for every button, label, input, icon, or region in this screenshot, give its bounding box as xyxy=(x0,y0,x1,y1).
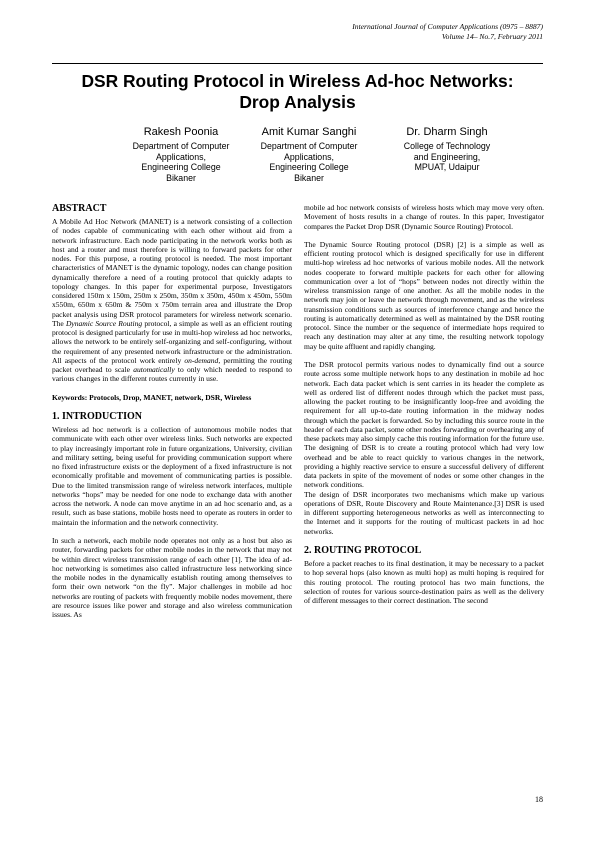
abstract-text-a: A Mobile Ad Hoc Network (MANET) is a network consisting of a collection of nodes capable of communicating with each other without aid from a network infrastructure. Each node participating in the network works both as host and a router and must therefore is willing to forward packets for other nodes. For this purpose, a routing protocol is needed. The most important characteristics of MANET is the dynamic topology, nodes can change position dynamically therefore a need of a routing protocol that quickly adapts to topology changes. In this paper for experimental purpose, Investigators considered 150m x 150m, 250m x 250m, 350m x 350m, 450m x 450m, 550m x550m, 650m x 650m & 750m x 750m terrain area and illustrate the Drop packet analysis using DSR protocol parameters for wireless network scenario. The xyxy=(52,217,292,328)
abstract-text-em: Dynamic Source Routing xyxy=(65,318,143,328)
paper-title xyxy=(40,71,555,112)
abstract-text-em: automatically xyxy=(133,365,175,374)
aff-line: Department of Computer xyxy=(260,141,358,151)
author-name: Rakesh Poonia xyxy=(143,126,219,138)
author-3 xyxy=(372,126,522,173)
journal-volume: Volume 14– No.7, February 2011 xyxy=(441,31,543,41)
abstract-text-b: protocol, a simple as well as an efficient routing protocol is designed particularly for use in multi-hop wireless ad hoc networks, allows the network to be entirely self-organizing and self-configuring, without the requirement of any presented network infrastructure or the administration. All aspects of the protocol work entirely xyxy=(52,318,293,365)
abstract-heading: ABSTRACT xyxy=(52,203,107,214)
author-name: Dr. Dharm Singh xyxy=(406,126,488,138)
left-column xyxy=(52,203,292,619)
right-paragraph-4: The designing of DSR is to create a routing protocol which had very low overhead and be able to react quickly to various changes in the network, providing a highly reactive service to ensure a successful delivery of different data packets in spite of the movement of nodes or some other changes in the network conditions. xyxy=(304,443,544,490)
title-line-1: DSR Routing Protocol in Wireless Ad-hoc Networks: xyxy=(81,71,514,91)
aff-line: Department of Computer xyxy=(132,141,230,151)
aff-line: MPUAT, Udaipur xyxy=(414,162,480,172)
abstract-text-c: , permitting the routing packet overhead to scale xyxy=(52,355,292,374)
aff-line: Bikaner xyxy=(166,172,196,183)
right-paragraph-5: The design of DSR incorporates two mechanisms which make up various operations of DSR, Route Discovery and Route Maintenance.[3] DSR is used in different supporting heterogeneous networks as well as interconnecting to the Internet and it supports for the routing of multicast packets in ad hoc networks. xyxy=(304,489,544,536)
aff-line: Engineering College xyxy=(269,162,349,172)
routing-protocol-heading: 2. ROUTING PROTOCOL xyxy=(304,545,422,557)
title-line-2: Drop Analysis xyxy=(239,91,356,112)
aff-line: College of Technology xyxy=(403,141,491,151)
author-name: Amit Kumar Sanghi xyxy=(261,126,357,138)
intro-paragraph-2: In such a network, each mobile node operates not only as a host but also as router, forwarding packets for other mobile nodes in the network that may not be within direct wireless transmission range of each other [1]. The idea of ad-hoc networking is sometimes also called infrastructure less networking since the mobile nodes in the dynamically establish routing among themselves to form their own network “on the fly”. Major challenges in mobile ad hoc networks are routing of packets with frequently mobile nodes movement, there are resource issues like power and storage and also wireless communication issues. As xyxy=(52,536,292,620)
author-2 xyxy=(234,126,384,183)
journal-name: International Journal of Computer Applications (0975 – 8887) xyxy=(352,22,543,31)
right-paragraph-1: mobile ad hoc network consists of wireless hosts which may move very often. Movement of hosts results in a change of routes. In this paper, Investigator compares the Packet Drop DSR (Dynamic Source Routing) Protocol. xyxy=(304,203,544,231)
aff-line: Applications, xyxy=(284,151,334,162)
header-rule xyxy=(52,63,543,64)
author-affiliation xyxy=(234,141,384,183)
author-affiliation xyxy=(372,141,522,173)
abstract-text-em: on-demand xyxy=(184,355,219,365)
keywords: Keywords: Protocols, Drop, MANET, network, DSR, Wireless xyxy=(52,392,252,402)
right-paragraph-2: The Dynamic Source Routing protocol (DSR) [2] is a simple as well as efficient routing protocol which is designed specifically for use in different multi-hop wireless ad hoc networks of various mobile nodes. All the network nodes cooperate to forward multiple packets for each other for allowing communication over a lot of “hops” between nodes not directly within the wireless transmission range of one another. As all the mobile nodes in the network may join or leave the network through movement, and as the wireless transmission conditions such as sources of interference change and hence the routing is automatically determined as well as maintained by the DSR routing protocol. Since the number or the sequence of intermediate hops required to reach any destination may alter at any time, the resulting network topology may be quite affluent and rapidly changing. xyxy=(304,239,544,351)
abstract-text-d: to only which needed to respond to various changes in the different routes currently in use. xyxy=(52,365,292,384)
page-number: 18 xyxy=(535,795,543,804)
aff-line: Bikaner xyxy=(294,172,324,183)
right-column xyxy=(304,203,544,605)
intro-paragraph-1: Wireless ad hoc network is a collection of autonomous mobile nodes that communicate with each other over wireless links. Such networks are expected to play increasingly important role in future organizations, University, civilian and military setting, being useful for providing communication support where no fixed infrastructure exists or the deployment of a fixed infrastructure is not economically profitable and movement of communicating parties is possible. Due to the limited transmission range of wireless network interfaces, multiple networks “hops” may be needed for one node to exchange data with another across the network. A node can move anytime in an ad hoc scenario and, as a result, such as base stations, mobile hosts need to operate as routers in order to maintain the information and the network connectivity. xyxy=(52,425,292,527)
right-paragraph-3: The DSR protocol permits various nodes to dynamically find out a source route across some multiple network hops to any destination in mobile ad hoc network. Each data packet which is sent carries in its header the complete as well as ordered list of different nodes through which the packet must pass, allowing the packet routing to be insignificantly loop-free and avoiding the requirement for all up-to-date routing information in the midway nodes through which the packet is forwarded. So by including this source route in the header of each data packet, some other nodes forwarding or overhearing any of these packets may also simply cache this routing information for the future use. xyxy=(304,360,544,444)
aff-line: and Engineering, xyxy=(413,151,481,162)
abstract-text xyxy=(52,217,292,384)
aff-line: Engineering College xyxy=(141,162,221,172)
journal-header xyxy=(352,22,543,41)
intro-heading: 1. INTRODUCTION xyxy=(52,411,143,423)
aff-line: Applications, xyxy=(156,151,206,162)
routing-protocol-paragraph: Before a packet reaches to its final destination, it may be necessary to a packet to hop several hops (also known as multi hop) as multi hoping is required for this routing protocol. The routing protocol has two main functions, the selection of routes for various source-destination pairs as well as the delivery of different messages to their correct destination. The second xyxy=(304,559,544,606)
